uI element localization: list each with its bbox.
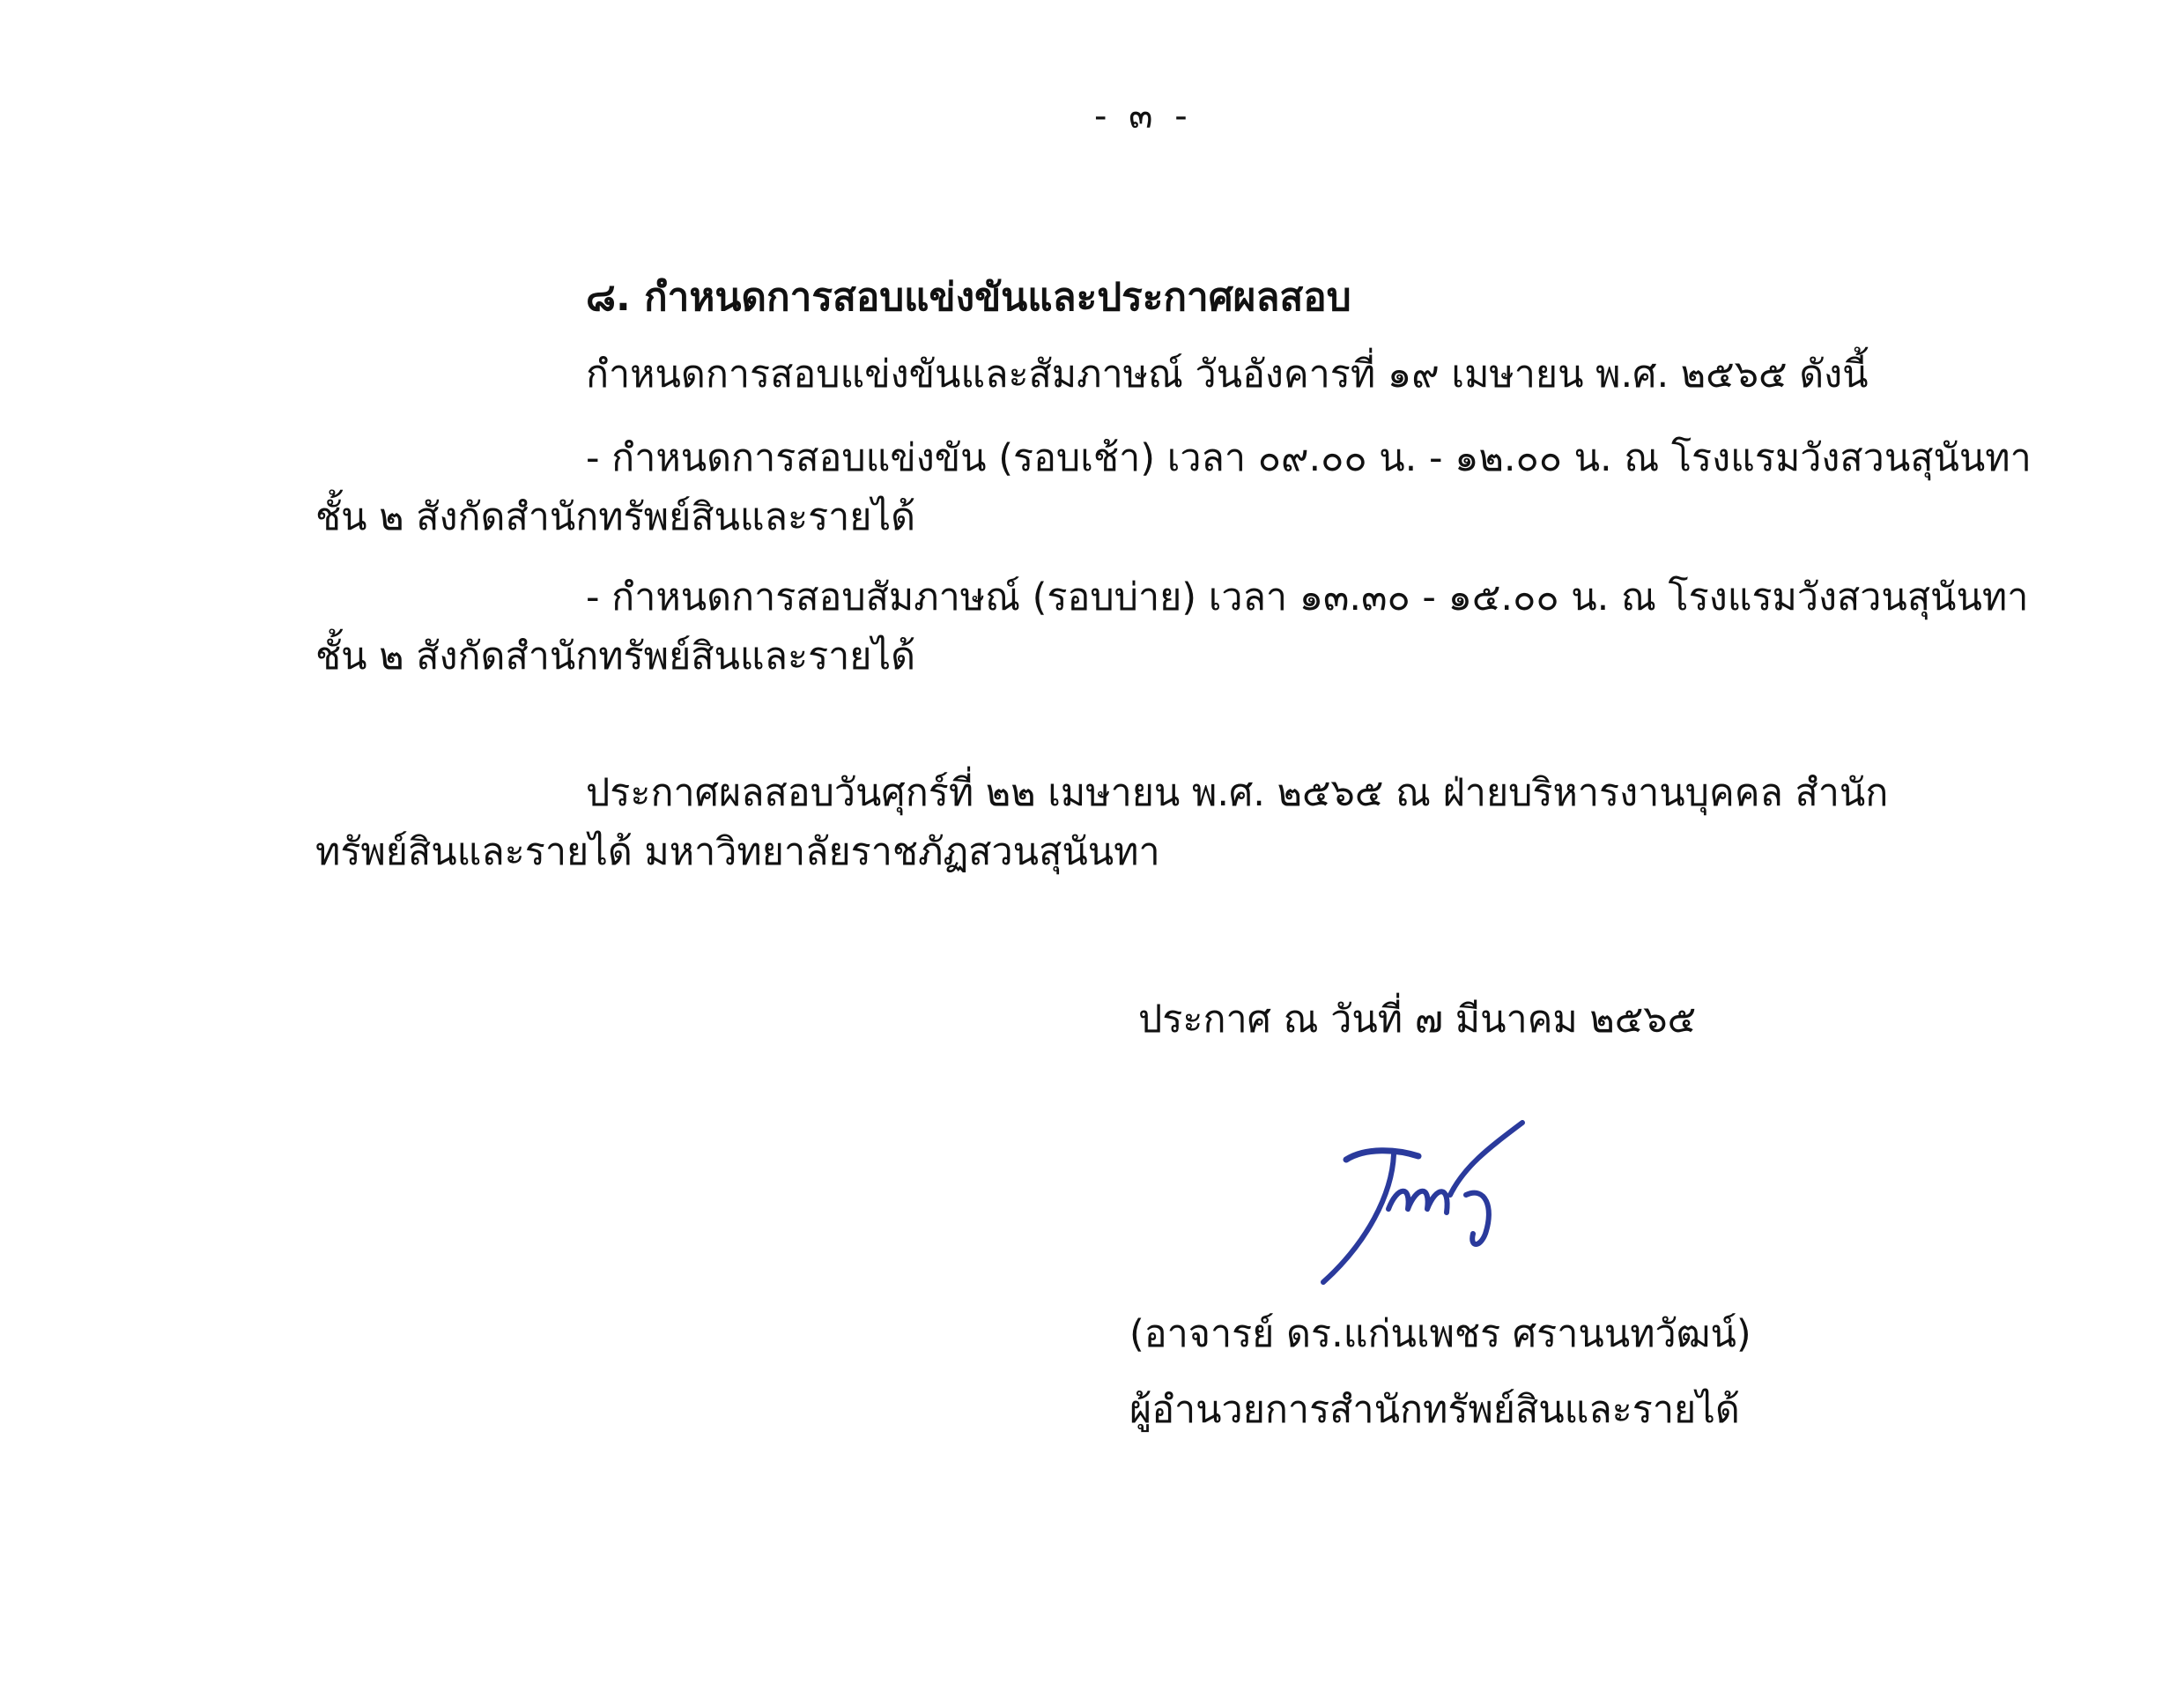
signature-stroke-loops (1388, 1191, 1447, 1213)
schedule-intro: กำหนดการสอบแข่งขันและสัมภาษณ์ วันอังคารที่ ๑๙ เมษายน พ.ศ. ๒๕๖๕ ดังนี้ (586, 352, 1869, 397)
morning-session-line-1: - กำหนดการสอบแข่งขัน (รอบเช้า) เวลา ๐๙.๐๐ น. - ๑๒.๐๐ น. ณ โรงแรมวังสวนสุนันทา (586, 436, 2032, 480)
signature-stroke-tail (1450, 1123, 1522, 1244)
section-heading: ๘. กำหนดการสอบแข่งขันและประกาศผลสอบ (586, 275, 1351, 320)
morning-session-line-2: ชั้น ๒ สังกัดสำนักทรัพย์สินและรายได้ (315, 495, 916, 539)
announcement-date: ประกาศ ณ วันที่ ๗ มีนาคม ๒๕๖๕ (1138, 998, 1697, 1042)
result-announcement-line-2: ทรัพย์สินและรายได้ มหาวิทยาลัยราชภัฏสวนสุนันทา (315, 830, 1160, 874)
signatory-name: (อาจารย์ ดร.แก่นเพชร ศรานนทวัฒน์) (1129, 1312, 1751, 1356)
result-announcement-line-1: ประกาศผลสอบวันศุกร์ที่ ๒๒ เมษายน พ.ศ. ๒๕๖๕ ณ ฝ่ายบริหารงานบุคคล สำนัก (586, 771, 1889, 815)
signature-stroke-down (1323, 1154, 1394, 1282)
signature-image (1313, 1110, 1551, 1287)
afternoon-session-line-2: ชั้น ๒ สังกัดสำนักทรัพย์สินและรายได้ (315, 634, 916, 679)
page-number: - ๓ - (1094, 96, 1193, 137)
signatory-position: ผู้อำนวยการสำนักทรัพย์สินและรายได้ (1129, 1388, 1740, 1432)
signature-stroke-top (1346, 1151, 1418, 1160)
afternoon-session-line-1: - กำหนดการสอบสัมภาษณ์ (รอบบ่าย) เวลา ๑๓.๓๐ - ๑๕.๐๐ น. ณ โรงแรมวังสวนสุนันทา (586, 575, 2029, 619)
